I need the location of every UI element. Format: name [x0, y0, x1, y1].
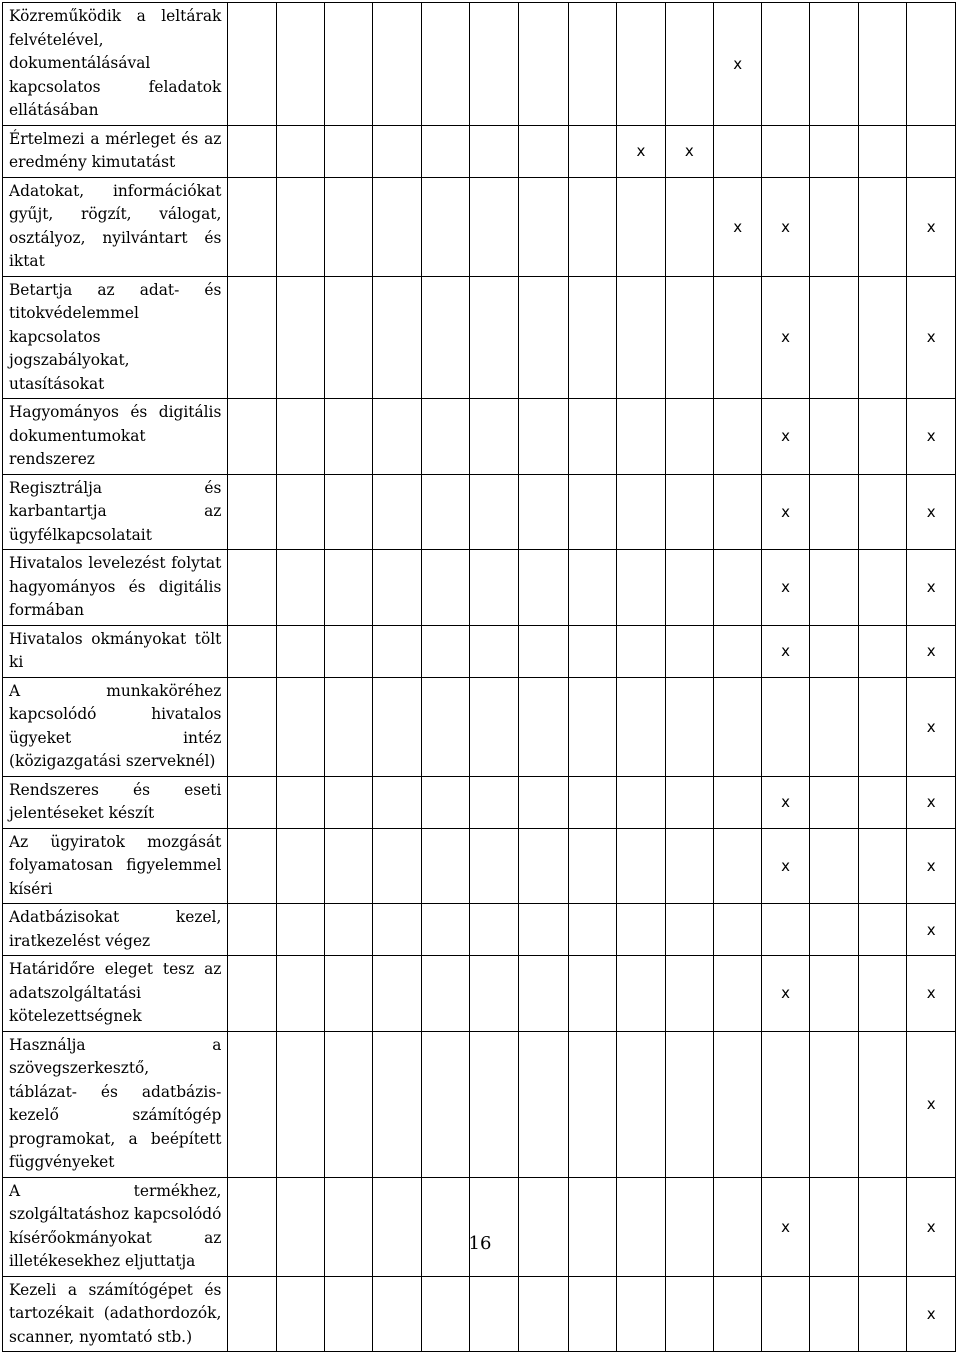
empty-cell — [809, 276, 858, 399]
competency-label: Adatokat, információkat gyűjt, rögzít, válogat, osztályoz, nyilvántart és iktat — [3, 177, 228, 276]
competency-table — [2, 2, 956, 1352]
empty-cell — [421, 1031, 469, 1177]
empty-cell — [762, 677, 809, 776]
empty-cell — [276, 3, 324, 126]
empty-cell — [859, 1276, 907, 1352]
empty-cell — [762, 1276, 809, 1352]
empty-cell — [809, 1177, 858, 1276]
empty-cell — [325, 399, 373, 475]
empty-cell — [373, 776, 421, 828]
empty-cell — [518, 177, 568, 276]
empty-cell — [617, 1177, 665, 1276]
empty-cell — [665, 677, 713, 776]
competency-label: Határidőre eleget tesz az adatszolgáltatási kötelezettségnek — [3, 956, 228, 1032]
empty-cell — [617, 625, 665, 677]
empty-cell — [373, 1031, 421, 1177]
empty-cell — [714, 1031, 762, 1177]
empty-cell — [276, 1031, 324, 1177]
empty-cell — [665, 904, 713, 956]
x-mark-cell: x — [907, 956, 956, 1032]
x-mark-cell: x — [762, 625, 809, 677]
empty-cell — [665, 177, 713, 276]
empty-cell — [470, 1031, 518, 1177]
empty-cell — [421, 3, 469, 126]
empty-cell — [228, 3, 276, 126]
empty-cell — [568, 399, 616, 475]
empty-cell — [809, 125, 858, 177]
empty-cell — [228, 177, 276, 276]
competency-table-body — [3, 3, 956, 1352]
empty-cell — [518, 276, 568, 399]
table-row — [3, 776, 956, 828]
empty-cell — [421, 1177, 469, 1276]
empty-cell — [373, 625, 421, 677]
empty-cell — [470, 177, 518, 276]
empty-cell — [518, 956, 568, 1032]
x-mark-cell: x — [907, 399, 956, 475]
empty-cell — [421, 625, 469, 677]
empty-cell — [714, 677, 762, 776]
empty-cell — [665, 1276, 713, 1352]
empty-cell — [568, 828, 616, 904]
empty-cell — [665, 1177, 713, 1276]
table-row — [3, 904, 956, 956]
x-mark-cell: x — [907, 904, 956, 956]
table-row — [3, 1031, 956, 1177]
competency-label: Hivatalos okmányokat tölt ki — [3, 625, 228, 677]
empty-cell — [714, 1177, 762, 1276]
empty-cell — [568, 1031, 616, 1177]
empty-cell — [325, 904, 373, 956]
empty-cell — [907, 125, 956, 177]
empty-cell — [421, 956, 469, 1032]
competency-label: Az ügyiratok mozgását folyamatosan figyelemmel kíséri — [3, 828, 228, 904]
x-mark-cell: x — [762, 828, 809, 904]
empty-cell — [518, 625, 568, 677]
table-row — [3, 3, 956, 126]
table-row — [3, 177, 956, 276]
table-row — [3, 276, 956, 399]
empty-cell — [714, 474, 762, 550]
empty-cell — [325, 1177, 373, 1276]
empty-cell — [568, 474, 616, 550]
x-mark-cell: x — [762, 276, 809, 399]
empty-cell — [228, 276, 276, 399]
empty-cell — [859, 177, 907, 276]
x-mark-cell: x — [907, 177, 956, 276]
empty-cell — [470, 125, 518, 177]
empty-cell — [714, 828, 762, 904]
empty-cell — [809, 904, 858, 956]
empty-cell — [809, 625, 858, 677]
empty-cell — [762, 1031, 809, 1177]
empty-cell — [859, 956, 907, 1032]
x-mark-cell: x — [762, 550, 809, 626]
empty-cell — [617, 550, 665, 626]
competency-label: Hagyományos és digitális dokumentumokat rendszerez — [3, 399, 228, 475]
empty-cell — [373, 3, 421, 126]
empty-cell — [470, 474, 518, 550]
empty-cell — [373, 177, 421, 276]
empty-cell — [470, 1177, 518, 1276]
empty-cell — [568, 1276, 616, 1352]
x-mark-cell: x — [714, 3, 762, 126]
x-mark-cell: x — [907, 828, 956, 904]
x-mark-cell: x — [714, 177, 762, 276]
empty-cell — [617, 1276, 665, 1352]
empty-cell — [276, 276, 324, 399]
empty-cell — [518, 677, 568, 776]
empty-cell — [809, 677, 858, 776]
x-mark-cell: x — [907, 776, 956, 828]
empty-cell — [859, 125, 907, 177]
empty-cell — [470, 3, 518, 126]
table-row — [3, 399, 956, 475]
x-mark-cell: x — [762, 776, 809, 828]
empty-cell — [325, 625, 373, 677]
empty-cell — [518, 1276, 568, 1352]
empty-cell — [421, 904, 469, 956]
table-row — [3, 1177, 956, 1276]
empty-cell — [276, 550, 324, 626]
table-row — [3, 956, 956, 1032]
empty-cell — [276, 125, 324, 177]
competency-label: Kezeli a számítógépet és tartozékait (adathordozók, scanner, nyomtató stb.) — [3, 1276, 228, 1352]
x-mark-cell: x — [907, 474, 956, 550]
empty-cell — [665, 399, 713, 475]
empty-cell — [325, 828, 373, 904]
table-row — [3, 550, 956, 626]
empty-cell — [568, 276, 616, 399]
empty-cell — [421, 677, 469, 776]
empty-cell — [421, 776, 469, 828]
empty-cell — [373, 1276, 421, 1352]
empty-cell — [228, 776, 276, 828]
empty-cell — [373, 474, 421, 550]
competency-label: Rendszeres és eseti jelentéseket készít — [3, 776, 228, 828]
empty-cell — [568, 125, 616, 177]
empty-cell — [617, 776, 665, 828]
empty-cell — [568, 550, 616, 626]
empty-cell — [809, 828, 858, 904]
empty-cell — [325, 550, 373, 626]
empty-cell — [373, 125, 421, 177]
empty-cell — [373, 677, 421, 776]
empty-cell — [665, 3, 713, 126]
empty-cell — [518, 550, 568, 626]
empty-cell — [809, 956, 858, 1032]
empty-cell — [518, 776, 568, 828]
empty-cell — [518, 828, 568, 904]
empty-cell — [518, 1031, 568, 1177]
empty-cell — [617, 276, 665, 399]
x-mark-cell: x — [762, 956, 809, 1032]
x-mark-cell: x — [907, 550, 956, 626]
empty-cell — [470, 399, 518, 475]
empty-cell — [228, 828, 276, 904]
empty-cell — [762, 125, 809, 177]
empty-cell — [325, 956, 373, 1032]
empty-cell — [714, 550, 762, 626]
empty-cell — [228, 1177, 276, 1276]
competency-label: A munkaköréhez kapcsolódó hivatalos ügyeket intéz (közigazgatási szerveknél) — [3, 677, 228, 776]
competency-label: Hivatalos levelezést folytat hagyományos és digitális formában — [3, 550, 228, 626]
empty-cell — [518, 3, 568, 126]
empty-cell — [518, 1177, 568, 1276]
empty-cell — [518, 474, 568, 550]
empty-cell — [859, 625, 907, 677]
empty-cell — [809, 1276, 858, 1352]
empty-cell — [714, 125, 762, 177]
table-row — [3, 125, 956, 177]
empty-cell — [421, 177, 469, 276]
empty-cell — [470, 956, 518, 1032]
empty-cell — [276, 828, 324, 904]
empty-cell — [325, 1031, 373, 1177]
empty-cell — [665, 474, 713, 550]
x-mark-cell: x — [907, 1031, 956, 1177]
empty-cell — [470, 1276, 518, 1352]
empty-cell — [617, 904, 665, 956]
empty-cell — [325, 1276, 373, 1352]
empty-cell — [470, 550, 518, 626]
x-mark-cell: x — [907, 1177, 956, 1276]
x-mark-cell: x — [762, 399, 809, 475]
empty-cell — [859, 3, 907, 126]
empty-cell — [859, 399, 907, 475]
empty-cell — [276, 776, 324, 828]
empty-cell — [228, 550, 276, 626]
empty-cell — [373, 828, 421, 904]
empty-cell — [228, 399, 276, 475]
empty-cell — [762, 904, 809, 956]
x-mark-cell: x — [907, 276, 956, 399]
empty-cell — [617, 828, 665, 904]
x-mark-cell: x — [762, 1177, 809, 1276]
empty-cell — [276, 904, 324, 956]
x-mark-cell: x — [665, 125, 713, 177]
empty-cell — [421, 1276, 469, 1352]
competency-label: A termékhez, szolgáltatáshoz kapcsolódó kísérőokmányokat az illetékesekhez eljuttatja — [3, 1177, 228, 1276]
empty-cell — [518, 904, 568, 956]
empty-cell — [421, 276, 469, 399]
table-row — [3, 677, 956, 776]
empty-cell — [470, 904, 518, 956]
competency-label: Használja a szövegszerkesztő, táblázat- és adatbázis-kezelő számítógép programokat, a beépített függvényeket — [3, 1031, 228, 1177]
empty-cell — [809, 3, 858, 126]
table-row — [3, 474, 956, 550]
empty-cell — [809, 776, 858, 828]
empty-cell — [276, 399, 324, 475]
empty-cell — [617, 177, 665, 276]
empty-cell — [568, 904, 616, 956]
empty-cell — [568, 3, 616, 126]
empty-cell — [907, 3, 956, 126]
empty-cell — [325, 3, 373, 126]
table-row — [3, 625, 956, 677]
empty-cell — [714, 904, 762, 956]
empty-cell — [421, 399, 469, 475]
empty-cell — [518, 399, 568, 475]
empty-cell — [276, 1177, 324, 1276]
empty-cell — [714, 625, 762, 677]
empty-cell — [809, 399, 858, 475]
empty-cell — [373, 550, 421, 626]
empty-cell — [325, 776, 373, 828]
empty-cell — [228, 125, 276, 177]
empty-cell — [373, 399, 421, 475]
empty-cell — [859, 904, 907, 956]
empty-cell — [276, 677, 324, 776]
empty-cell — [617, 399, 665, 475]
empty-cell — [373, 1177, 421, 1276]
empty-cell — [859, 828, 907, 904]
empty-cell — [665, 625, 713, 677]
empty-cell — [859, 550, 907, 626]
empty-cell — [568, 1177, 616, 1276]
empty-cell — [714, 399, 762, 475]
x-mark-cell: x — [907, 625, 956, 677]
empty-cell — [518, 125, 568, 177]
empty-cell — [470, 776, 518, 828]
competency-label: Közreműködik a leltárak felvételével, dokumentálásával kapcsolatos feladatok ellátásában — [3, 3, 228, 126]
empty-cell — [617, 677, 665, 776]
empty-cell — [859, 776, 907, 828]
empty-cell — [714, 776, 762, 828]
empty-cell — [421, 550, 469, 626]
empty-cell — [665, 276, 713, 399]
table-row — [3, 1276, 956, 1352]
empty-cell — [276, 177, 324, 276]
empty-cell — [568, 677, 616, 776]
empty-cell — [421, 125, 469, 177]
empty-cell — [421, 828, 469, 904]
competency-label: Értelmezi a mérleget és az eredmény kimutatást — [3, 125, 228, 177]
empty-cell — [568, 776, 616, 828]
empty-cell — [470, 677, 518, 776]
empty-cell — [859, 677, 907, 776]
empty-cell — [228, 677, 276, 776]
competency-label: Adatbázisokat kezel, iratkezelést végez — [3, 904, 228, 956]
empty-cell — [714, 1276, 762, 1352]
empty-cell — [325, 125, 373, 177]
empty-cell — [568, 625, 616, 677]
empty-cell — [470, 625, 518, 677]
empty-cell — [714, 956, 762, 1032]
empty-cell — [325, 474, 373, 550]
empty-cell — [325, 177, 373, 276]
empty-cell — [276, 956, 324, 1032]
empty-cell — [617, 3, 665, 126]
empty-cell — [809, 474, 858, 550]
empty-cell — [276, 474, 324, 550]
empty-cell — [373, 904, 421, 956]
empty-cell — [859, 1177, 907, 1276]
empty-cell — [665, 956, 713, 1032]
empty-cell — [470, 828, 518, 904]
empty-cell — [228, 1031, 276, 1177]
empty-cell — [568, 956, 616, 1032]
empty-cell — [859, 1031, 907, 1177]
empty-cell — [665, 1031, 713, 1177]
empty-cell — [665, 828, 713, 904]
empty-cell — [470, 276, 518, 399]
empty-cell — [617, 474, 665, 550]
empty-cell — [325, 677, 373, 776]
empty-cell — [228, 904, 276, 956]
empty-cell — [762, 3, 809, 126]
competency-label: Regisztrálja és karbantartja az ügyfélkapcsolatait — [3, 474, 228, 550]
empty-cell — [325, 276, 373, 399]
empty-cell — [568, 177, 616, 276]
empty-cell — [665, 550, 713, 626]
empty-cell — [859, 276, 907, 399]
x-mark-cell: x — [762, 474, 809, 550]
empty-cell — [276, 1276, 324, 1352]
page-number: 16 — [468, 1233, 492, 1254]
empty-cell — [714, 276, 762, 399]
x-mark-cell: x — [907, 1276, 956, 1352]
empty-cell — [421, 474, 469, 550]
empty-cell — [373, 276, 421, 399]
empty-cell — [228, 956, 276, 1032]
empty-cell — [859, 474, 907, 550]
empty-cell — [276, 625, 324, 677]
empty-cell — [228, 1276, 276, 1352]
empty-cell — [617, 1031, 665, 1177]
empty-cell — [665, 776, 713, 828]
table-row — [3, 828, 956, 904]
empty-cell — [228, 625, 276, 677]
competency-label: Betartja az adat- és titokvédelemmel kapcsolatos jogszabályokat, utasításokat — [3, 276, 228, 399]
empty-cell — [373, 956, 421, 1032]
empty-cell — [809, 1031, 858, 1177]
x-mark-cell: x — [617, 125, 665, 177]
x-mark-cell: x — [762, 177, 809, 276]
empty-cell — [809, 177, 858, 276]
x-mark-cell: x — [907, 677, 956, 776]
empty-cell — [617, 956, 665, 1032]
empty-cell — [228, 474, 276, 550]
empty-cell — [809, 550, 858, 626]
